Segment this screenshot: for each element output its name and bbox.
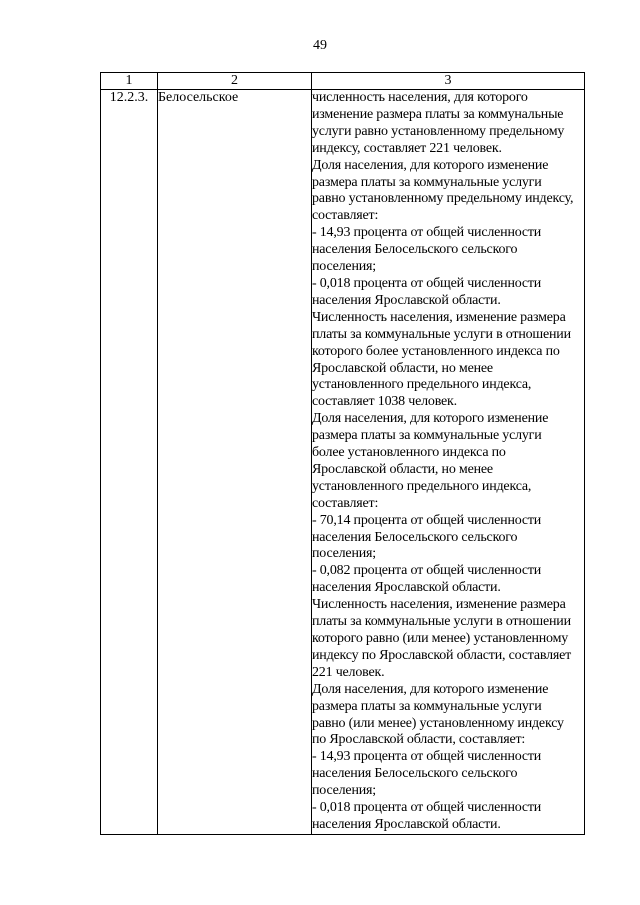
settlement-name-cell: Белосельское — [158, 90, 312, 835]
description-line: поселения; — [312, 259, 376, 275]
description-line: Доля населения, для которого изменение — [312, 157, 549, 173]
description-line: которого более установленного индекса по — [312, 343, 560, 359]
description-line: населения Ярославской области. — [312, 580, 501, 596]
description-line: индексу, составляет 221 человек. — [312, 140, 502, 156]
description-line: более установленного индекса по — [312, 445, 506, 461]
description-line: - 0,018 процента от общей численности — [312, 800, 542, 816]
description-line: индексу по Ярославской области, составляет — [312, 647, 572, 663]
description-line: 221 человек. — [312, 664, 385, 680]
description-line: Ярославской области, но менее — [312, 461, 493, 477]
document-table — [100, 72, 585, 835]
column-header-1: 1 — [101, 73, 158, 90]
description-line: равно (или менее) установленному индексу — [312, 715, 564, 731]
description-line: платы за коммунальные услуги в отношении — [312, 614, 571, 630]
description-line: размера платы за коммунальные услуги — [312, 698, 542, 714]
description-line: установленного предельного индекса, — [312, 478, 532, 494]
description-line: - 0,082 процента от общей численности — [312, 563, 542, 579]
description-line: Численность населения, изменение размера — [312, 309, 566, 325]
table-header-row — [101, 73, 585, 90]
description-line: Доля населения, для которого изменение — [312, 411, 549, 427]
page-number: 49 — [313, 38, 327, 53]
description-line: Численность населения, изменение размера — [312, 597, 566, 613]
row-number-cell: 12.2.3. — [101, 90, 158, 835]
description-line: - 0,018 процента от общей численности — [312, 275, 542, 291]
description-line: размера платы за коммунальные услуги — [312, 174, 542, 190]
description-line: Доля населения, для которого изменение — [312, 681, 549, 697]
description-line: Ярославской области, но менее — [312, 360, 493, 376]
table-row — [101, 90, 585, 835]
description-line: - 14,93 процента от общей численности — [312, 225, 542, 241]
description-line: - 14,93 процента от общей численности — [312, 749, 542, 765]
description-line: размера платы за коммунальные услуги — [312, 428, 542, 444]
description-line: составляет 1038 человек. — [312, 394, 457, 410]
description-line: населения Ярославской области. — [312, 816, 501, 832]
description-line: изменение размера платы за коммунальные — [312, 106, 564, 122]
description-line: составляет: — [312, 495, 379, 511]
description-line: населения Ярославской области. — [312, 292, 501, 308]
description-line: населения Белосельского сельского — [312, 242, 518, 258]
description-line: по Ярославской области, составляет: — [312, 732, 526, 748]
description-line: численность населения, для которого — [312, 90, 528, 105]
description-line: платы за коммунальные услуги в отношении — [312, 326, 571, 342]
description-line: населения Белосельского сельского — [312, 766, 518, 782]
description-line: установленного предельного индекса, — [312, 377, 532, 393]
column-header-2: 2 — [158, 73, 312, 90]
description-line: - 70,14 процента от общей численности — [312, 512, 542, 528]
description-line: которого равно (или менее) установленному — [312, 631, 569, 646]
description-line: поселения; — [312, 783, 376, 799]
description-line: населения Белосельского сельского — [312, 529, 518, 545]
description-line: поселения; — [312, 546, 376, 562]
column-header-3: 3 — [312, 73, 585, 90]
description-line: составляет: — [312, 208, 379, 224]
description-line: равно установленному предельному индексу, — [312, 191, 574, 207]
description-line: услуги равно установленному предельному — [312, 123, 565, 139]
description-cell — [312, 90, 585, 835]
